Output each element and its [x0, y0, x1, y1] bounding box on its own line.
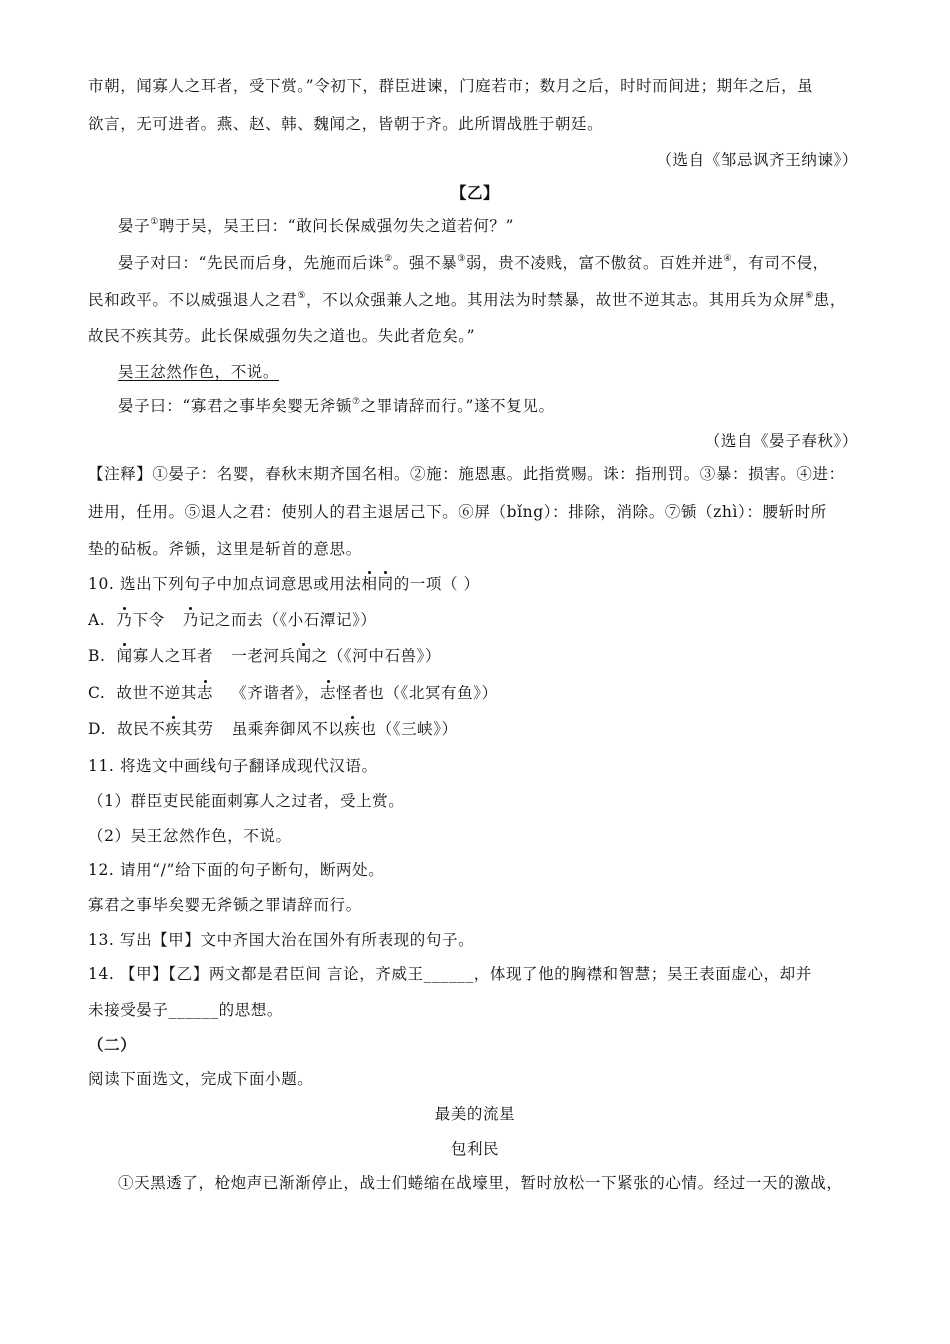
- section-2-instruction: 阅读下面选文，完成下面小题。: [88, 1070, 314, 1088]
- yi-paragraph-1: 晏子①聘于吴，吴王曰：“敢问长保威强勿失之道若何？”: [118, 217, 515, 235]
- yi-paragraph-3: 晏子曰：“寡君之事毕矣婴无斧锧⑦之罪请辞而行。”遂不复见。: [118, 397, 555, 415]
- question-11-stem: 11. 将选文中画线句子翻译成现代汉语。: [88, 757, 378, 775]
- notes-line-1: 【注释】①晏子：名婴，春秋末期齐国名相。②施：施恩惠。此指赏赐。诛：指刑罚。③暴：损害。④进：: [88, 465, 845, 483]
- question-12-stem: 12. 请用“/”给下面的句子断句，断两处。: [88, 861, 385, 879]
- question-10-option-c: C. 故世不逆其志 《齐谐者》，志怪者也（《北冥有鱼》）: [88, 684, 498, 702]
- question-10-option-d: D. 故民不疾其劳 虽乘奔御风不以疾也（《三峡》）: [88, 720, 458, 738]
- question-11-sentence-2: （2）吴王忿然作色，不说。: [88, 827, 292, 845]
- question-10-stem: 10. 选出下列句子中加点词意思或用法相同的一项（ ）: [88, 575, 480, 593]
- yi-paragraph-2-line-3: 故民不疾其劳。此长保威强勿失之道也。失此者危矣。”: [88, 327, 476, 345]
- question-14-line-1: 14. 【甲】【乙】两文都是君臣间 言论，齐威王______，体现了他的胸襟和智慧；吴王表面虚心，却并: [88, 965, 812, 983]
- question-13-stem: 13. 写出【甲】文中齐国大治在国外有所表现的句子。: [88, 931, 475, 949]
- article-author: 包利民: [450, 1140, 500, 1158]
- jia-text-line-2: 欲言，无可进者。燕、赵、韩、魏闻之，皆朝于齐。此所谓战胜于朝廷。: [88, 115, 604, 133]
- notes-line-3: 垫的砧板。斧锧，这里是斩首的意思。: [88, 540, 362, 558]
- question-12-sentence: 寡君之事毕矣婴无斧锧之罪请辞而行。: [88, 896, 362, 914]
- yi-underlined-sentence: 吴王忿然作色，不说。: [118, 363, 280, 381]
- question-11-sentence-1: （1）群臣吏民能面刺寡人之过者，受上赏。: [88, 792, 405, 810]
- article-paragraph-1: ①天黑透了，枪炮声已渐渐停止，战士们蜷缩在战壕里，暂时放松一下紧张的心情。经过一天的激战，: [118, 1174, 843, 1192]
- question-14-line-2: 未接受晏子______的思想。: [88, 1001, 284, 1019]
- jia-text-line-1: 市朝，闻寡人之耳者，受下赏。”令初下，群臣进谏，门庭若市；数月之后，时时而间进；期年之后，虽: [88, 77, 814, 95]
- yi-paragraph-2-line-2: 民和政平。不以威强退人之君⑤，不以众强兼人之地。其用法为时禁暴，故世不逆其志。其用兵为众屏⑥患，: [88, 291, 846, 309]
- yi-paragraph-2-line-1: 晏子对曰：“先民而后身，先施而后诛②。强不暴③弱，贵不凌贱，富不傲贫。百姓并进④，有司不侵，: [118, 254, 829, 272]
- yi-source: （选自《晏子春秋》）: [704, 432, 858, 450]
- article-title: 最美的流星: [434, 1105, 516, 1123]
- question-10-option-a: A. 乃下令 乃记之而去（《小石潭记》）: [88, 611, 377, 629]
- notes-line-2: 进用，任用。⑤退人之君：使别人的君主退居己下。⑥屏（bǐng）：排除，消除。⑦锧（zhì）：腰斩时所: [88, 503, 827, 521]
- yi-heading: 【乙】: [450, 183, 500, 202]
- question-10-option-b: B. 闻寡人之耳者 一老河兵闻之（《河中石兽》）: [88, 647, 442, 665]
- jia-source: （选自《邹忌讽齐王纳谏》）: [656, 151, 858, 169]
- section-2-heading: （二）: [88, 1035, 137, 1054]
